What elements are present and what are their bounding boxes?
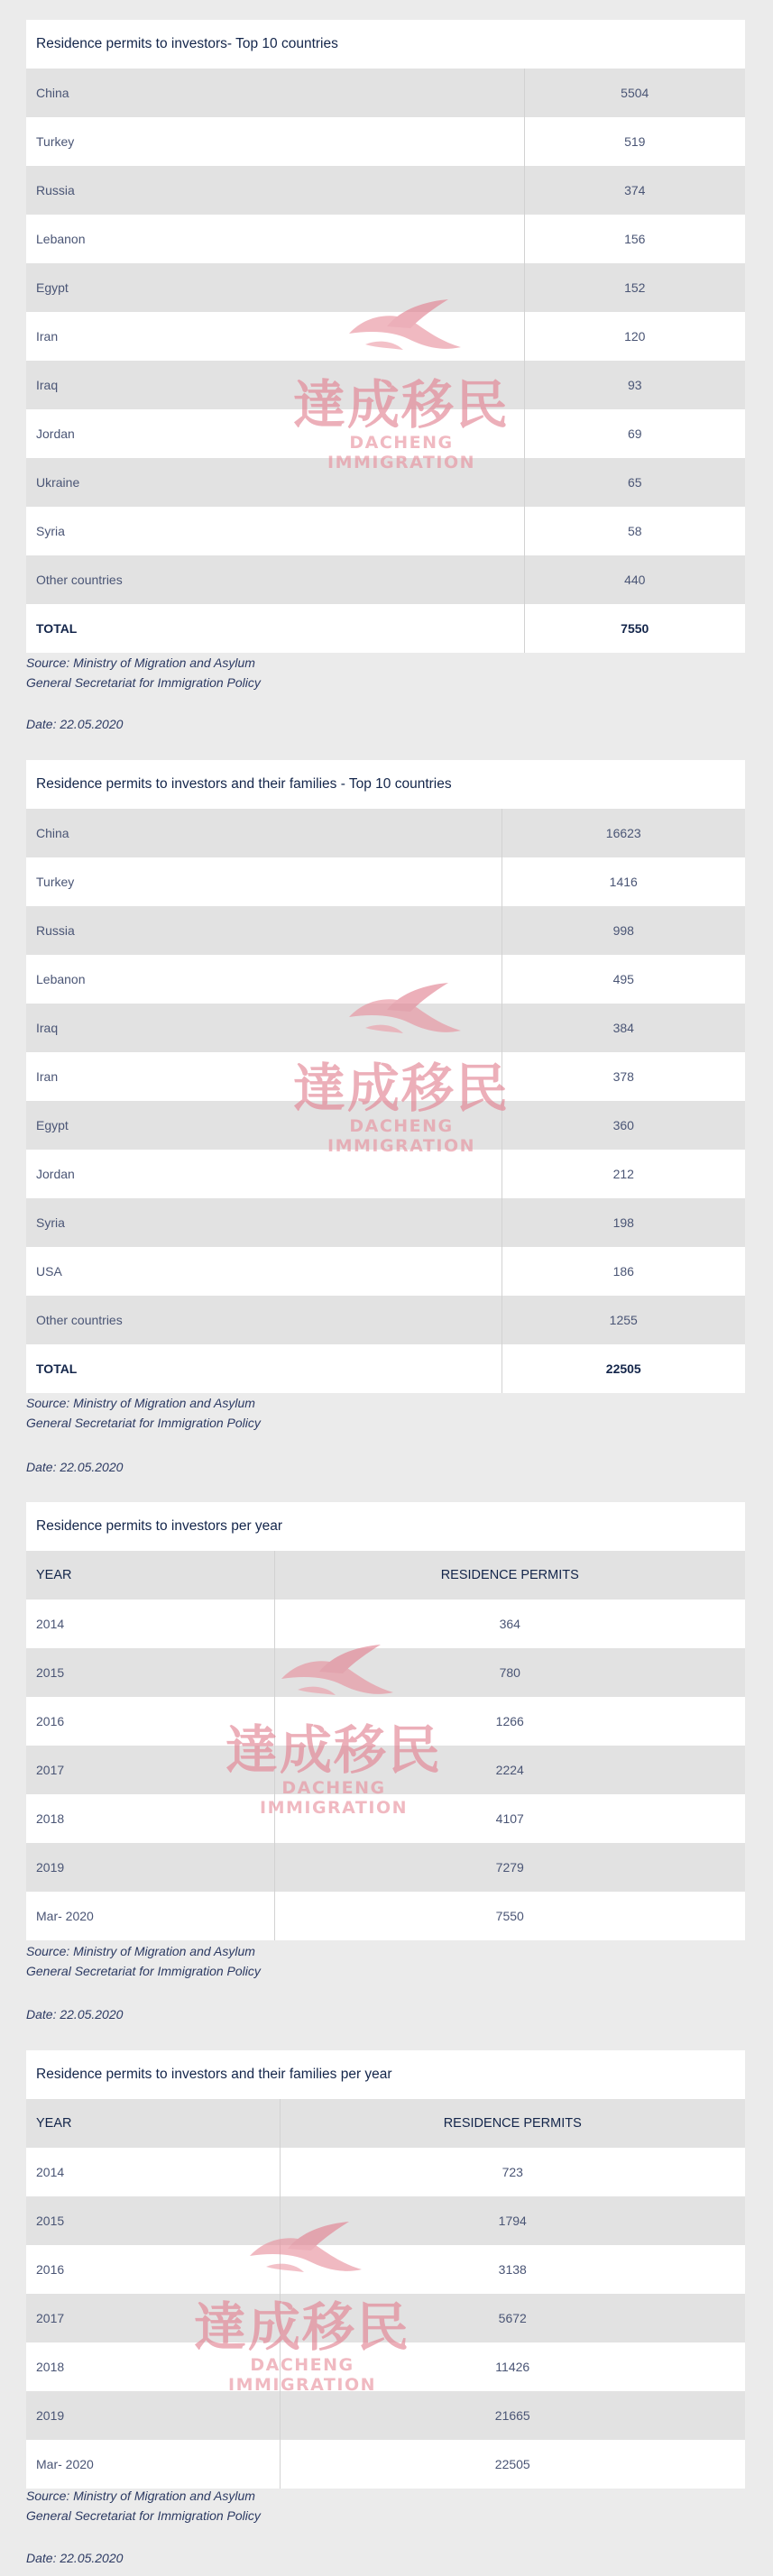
country-cell: Other countries bbox=[26, 1296, 502, 1344]
table-row bbox=[26, 312, 745, 361]
value-cell: 7550 bbox=[274, 1892, 745, 1940]
table-row bbox=[26, 2245, 745, 2294]
column-header-year: YEAR bbox=[26, 1551, 274, 1600]
table-row bbox=[26, 1697, 745, 1746]
value-cell: 11426 bbox=[280, 2342, 745, 2391]
table-row bbox=[26, 215, 745, 263]
total-row bbox=[26, 604, 745, 653]
table-row bbox=[26, 555, 745, 604]
country-cell: Ukraine bbox=[26, 458, 524, 507]
data-table bbox=[26, 69, 745, 653]
value-cell: 5504 bbox=[524, 69, 745, 117]
table-row bbox=[26, 2440, 745, 2489]
table-row bbox=[26, 2342, 745, 2391]
data-table bbox=[26, 2099, 745, 2489]
table-row bbox=[26, 507, 745, 555]
year-cell: 2016 bbox=[26, 2245, 280, 2294]
table-row bbox=[26, 1892, 745, 1940]
country-cell: China bbox=[26, 69, 524, 117]
table-header-row bbox=[26, 2099, 745, 2148]
watermark-chinese-text: 達成移民 bbox=[292, 1058, 510, 1119]
value-cell: 1794 bbox=[280, 2196, 745, 2245]
table-row bbox=[26, 2391, 745, 2440]
watermark-english-text: DACHENG IMMIGRATION bbox=[327, 433, 475, 472]
country-cell: Iraq bbox=[26, 1004, 502, 1052]
table-row bbox=[26, 906, 745, 955]
source-line: Source: Ministry of Migration and Asylum bbox=[26, 2489, 255, 2503]
table-row bbox=[26, 1746, 745, 1794]
table-row bbox=[26, 1296, 745, 1344]
year-cell: 2018 bbox=[26, 2342, 280, 2391]
table-row bbox=[26, 955, 745, 1004]
country-cell: Other countries bbox=[26, 555, 524, 604]
value-cell: 495 bbox=[502, 955, 745, 1004]
watermark-english-text: DACHENG IMMIGRATION bbox=[260, 1778, 408, 1818]
column-header-permits: RESIDENCE PERMITS bbox=[274, 1551, 745, 1600]
source-line: Source: Ministry of Migration and Asylum bbox=[26, 1944, 255, 1958]
country-cell: Iraq bbox=[26, 361, 524, 409]
table-row bbox=[26, 458, 745, 507]
total-row bbox=[26, 1344, 745, 1393]
watermark-english-text: DACHENG IMMIGRATION bbox=[327, 1116, 475, 1156]
country-cell: Jordan bbox=[26, 409, 524, 458]
table-row bbox=[26, 857, 745, 906]
source-line: Source: Ministry of Migration and Asylum bbox=[26, 655, 255, 670]
value-cell: 440 bbox=[524, 555, 745, 604]
value-cell: 21665 bbox=[280, 2391, 745, 2440]
table-row bbox=[26, 1843, 745, 1892]
value-cell: 364 bbox=[274, 1600, 745, 1648]
date-note: Date: 22.05.2020 bbox=[26, 717, 124, 731]
value-cell: 198 bbox=[502, 1198, 745, 1247]
table-row bbox=[26, 409, 745, 458]
table-row bbox=[26, 1648, 745, 1697]
table-row bbox=[26, 263, 745, 312]
country-cell: Russia bbox=[26, 906, 502, 955]
country-cell: Turkey bbox=[26, 857, 502, 906]
table-row bbox=[26, 1150, 745, 1198]
year-cell: 2017 bbox=[26, 1746, 274, 1794]
table-section-1 bbox=[26, 20, 745, 653]
year-cell: 2018 bbox=[26, 1794, 274, 1843]
value-cell: 780 bbox=[274, 1648, 745, 1697]
value-cell: 378 bbox=[502, 1052, 745, 1101]
country-cell: Iran bbox=[26, 1052, 502, 1101]
table-title: Residence permits to investors and their families per year bbox=[26, 2050, 745, 2099]
total-label: TOTAL bbox=[26, 1344, 502, 1393]
table-header-row bbox=[26, 1551, 745, 1600]
table-row bbox=[26, 2294, 745, 2342]
source-note bbox=[26, 653, 261, 692]
total-label: TOTAL bbox=[26, 604, 524, 653]
table-row bbox=[26, 2196, 745, 2245]
table-row bbox=[26, 1198, 745, 1247]
table-row bbox=[26, 2148, 745, 2196]
data-table bbox=[26, 809, 745, 1393]
date-note: Date: 22.05.2020 bbox=[26, 2007, 124, 2021]
value-cell: 93 bbox=[524, 361, 745, 409]
country-cell: Jordan bbox=[26, 1150, 502, 1198]
table-row bbox=[26, 166, 745, 215]
value-cell: 1255 bbox=[502, 1296, 745, 1344]
total-value: 7550 bbox=[524, 604, 745, 653]
value-cell: 1416 bbox=[502, 857, 745, 906]
year-cell: Mar- 2020 bbox=[26, 1892, 274, 1940]
year-cell: 2014 bbox=[26, 2148, 280, 2196]
column-header-year: YEAR bbox=[26, 2099, 280, 2148]
value-cell: 156 bbox=[524, 215, 745, 263]
country-cell: Russia bbox=[26, 166, 524, 215]
watermark-english-text: DACHENG IMMIGRATION bbox=[228, 2355, 376, 2395]
value-cell: 2224 bbox=[274, 1746, 745, 1794]
table-row bbox=[26, 361, 745, 409]
year-cell: Mar- 2020 bbox=[26, 2440, 280, 2489]
source-line: Source: Ministry of Migration and Asylum bbox=[26, 1396, 255, 1410]
value-cell: 998 bbox=[502, 906, 745, 955]
table-row bbox=[26, 1004, 745, 1052]
year-cell: 2019 bbox=[26, 2391, 280, 2440]
value-cell: 7279 bbox=[274, 1843, 745, 1892]
value-cell: 4107 bbox=[274, 1794, 745, 1843]
data-table bbox=[26, 1551, 745, 1940]
table-title: Residence permits to investors and their families - Top 10 countries bbox=[26, 760, 745, 809]
value-cell: 212 bbox=[502, 1150, 745, 1198]
source-line: General Secretariat for Immigration Policy bbox=[26, 1416, 261, 1430]
country-cell: Syria bbox=[26, 507, 524, 555]
table-title: Residence permits to investors- Top 10 countries bbox=[26, 20, 745, 69]
table-title: Residence permits to investors per year bbox=[26, 1502, 745, 1551]
value-cell: 69 bbox=[524, 409, 745, 458]
year-cell: 2017 bbox=[26, 2294, 280, 2342]
source-note bbox=[26, 1393, 261, 1433]
value-cell: 374 bbox=[524, 166, 745, 215]
column-header-permits: RESIDENCE PERMITS bbox=[280, 2099, 745, 2148]
watermark-chinese-text: 達成移民 bbox=[225, 1719, 442, 1781]
country-cell: Lebanon bbox=[26, 215, 524, 263]
table-section-3 bbox=[26, 1502, 745, 1940]
date-note: Date: 22.05.2020 bbox=[26, 2551, 124, 2565]
country-cell: Lebanon bbox=[26, 955, 502, 1004]
date-note: Date: 22.05.2020 bbox=[26, 1460, 124, 1474]
country-cell: USA bbox=[26, 1247, 502, 1296]
source-note bbox=[26, 2486, 261, 2526]
year-cell: 2016 bbox=[26, 1697, 274, 1746]
table-row bbox=[26, 1600, 745, 1648]
source-line: General Secretariat for Immigration Policy bbox=[26, 2508, 261, 2523]
value-cell: 1266 bbox=[274, 1697, 745, 1746]
table-section-4 bbox=[26, 2050, 745, 2489]
year-cell: 2014 bbox=[26, 1600, 274, 1648]
country-cell: Turkey bbox=[26, 117, 524, 166]
value-cell: 152 bbox=[524, 263, 745, 312]
table-row bbox=[26, 69, 745, 117]
year-cell: 2015 bbox=[26, 2196, 280, 2245]
value-cell: 384 bbox=[502, 1004, 745, 1052]
year-cell: 2015 bbox=[26, 1648, 274, 1697]
source-line: General Secretariat for Immigration Policy bbox=[26, 1964, 261, 1978]
value-cell: 120 bbox=[524, 312, 745, 361]
value-cell: 723 bbox=[280, 2148, 745, 2196]
value-cell: 58 bbox=[524, 507, 745, 555]
source-note bbox=[26, 1941, 261, 1981]
country-cell: Egypt bbox=[26, 263, 524, 312]
value-cell: 22505 bbox=[280, 2440, 745, 2489]
value-cell: 360 bbox=[502, 1101, 745, 1150]
table-section-2 bbox=[26, 760, 745, 1393]
watermark-chinese-text: 達成移民 bbox=[292, 374, 510, 435]
value-cell: 16623 bbox=[502, 809, 745, 857]
country-cell: China bbox=[26, 809, 502, 857]
total-value: 22505 bbox=[502, 1344, 745, 1393]
value-cell: 3138 bbox=[280, 2245, 745, 2294]
table-row bbox=[26, 1794, 745, 1843]
watermark-chinese-text: 達成移民 bbox=[193, 2296, 410, 2358]
value-cell: 5672 bbox=[280, 2294, 745, 2342]
table-row bbox=[26, 1052, 745, 1101]
country-cell: Syria bbox=[26, 1198, 502, 1247]
source-line: General Secretariat for Immigration Policy bbox=[26, 675, 261, 690]
value-cell: 519 bbox=[524, 117, 745, 166]
table-row bbox=[26, 1247, 745, 1296]
country-cell: Iran bbox=[26, 312, 524, 361]
table-row bbox=[26, 117, 745, 166]
table-row bbox=[26, 809, 745, 857]
value-cell: 65 bbox=[524, 458, 745, 507]
year-cell: 2019 bbox=[26, 1843, 274, 1892]
value-cell: 186 bbox=[502, 1247, 745, 1296]
country-cell: Egypt bbox=[26, 1101, 502, 1150]
table-row bbox=[26, 1101, 745, 1150]
